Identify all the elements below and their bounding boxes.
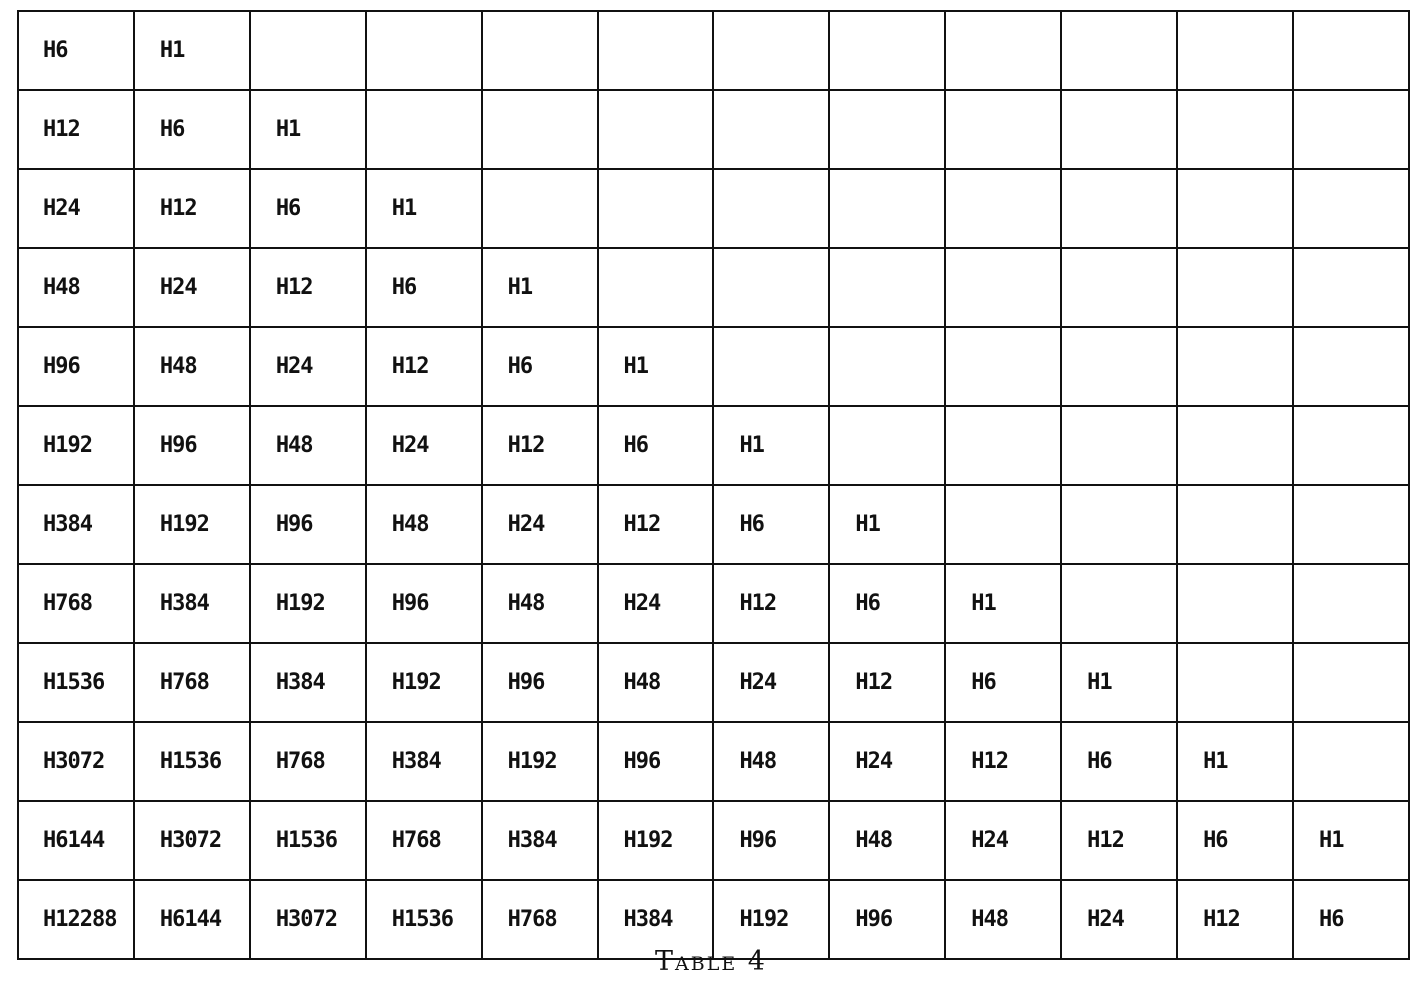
table-cell: H48 (713, 722, 829, 801)
table-cell (1177, 169, 1293, 248)
table-cell (1293, 90, 1409, 169)
table-cell (1293, 485, 1409, 564)
table-cell: H768 (134, 643, 250, 722)
table-cell: H12 (829, 643, 945, 722)
table-cell: H24 (482, 485, 598, 564)
table-cell (1177, 327, 1293, 406)
table-cell: H12 (1061, 801, 1177, 880)
table-cell: H24 (366, 406, 482, 485)
table-cell: H48 (598, 643, 714, 722)
table-cell (945, 248, 1061, 327)
table-cell: H6144 (18, 801, 134, 880)
table-cell: H384 (18, 485, 134, 564)
table-cell: H12 (134, 169, 250, 248)
table-cell: H12 (598, 485, 714, 564)
table-cell: H96 (482, 643, 598, 722)
table-cell (482, 90, 598, 169)
table-row (18, 248, 1409, 327)
table-cell (1061, 11, 1177, 90)
table-row (18, 643, 1409, 722)
table-cell: H768 (18, 564, 134, 643)
table-cell (1177, 11, 1293, 90)
table-cell (1177, 90, 1293, 169)
table-cell: H6 (945, 643, 1061, 722)
table-cell (945, 169, 1061, 248)
table-cell: H6 (1177, 801, 1293, 880)
table-cell: H12 (366, 327, 482, 406)
table-cell: H1 (1061, 643, 1177, 722)
table-row (18, 406, 1409, 485)
table-cell (598, 11, 714, 90)
table-cell: H24 (713, 643, 829, 722)
dilution-table (17, 10, 1410, 960)
table-cell (366, 11, 482, 90)
table-cell (829, 90, 945, 169)
table-cell: H768 (250, 722, 366, 801)
table-cell (1061, 169, 1177, 248)
table-cell: H6 (134, 90, 250, 169)
table-cell (598, 90, 714, 169)
table-cell: H1536 (366, 880, 482, 959)
table-cell (1177, 406, 1293, 485)
table-cell: H1536 (250, 801, 366, 880)
table-cell: H6 (1293, 880, 1409, 959)
table-cell: H192 (598, 801, 714, 880)
table-body (18, 11, 1409, 959)
table-caption: Table 4 (655, 946, 767, 977)
table-cell (482, 11, 598, 90)
table-cell: H48 (829, 801, 945, 880)
table-cell: H1 (134, 11, 250, 90)
table-cell (1293, 643, 1409, 722)
table-cell: H96 (18, 327, 134, 406)
table-cell (1293, 564, 1409, 643)
table-cell: H1 (829, 485, 945, 564)
table-cell: H6 (18, 11, 134, 90)
table-cell: H192 (134, 485, 250, 564)
table-row (18, 564, 1409, 643)
table-cell: H1536 (18, 643, 134, 722)
table-cell: H12 (482, 406, 598, 485)
table-cell (713, 169, 829, 248)
table-row (18, 169, 1409, 248)
table-row (18, 485, 1409, 564)
table-cell (829, 406, 945, 485)
table-cell (1177, 248, 1293, 327)
table-cell: H6 (1061, 722, 1177, 801)
table-cell: H1 (250, 90, 366, 169)
table-cell (1061, 248, 1177, 327)
table-cell (1061, 485, 1177, 564)
table-cell (829, 11, 945, 90)
table-cell (829, 327, 945, 406)
table-cell: H96 (829, 880, 945, 959)
table-cell (482, 169, 598, 248)
table-cell (713, 327, 829, 406)
table-cell: H192 (482, 722, 598, 801)
table-cell (1293, 11, 1409, 90)
table-cell (1061, 564, 1177, 643)
table-cell (1177, 564, 1293, 643)
table-row (18, 801, 1409, 880)
table-cell: H768 (366, 801, 482, 880)
table-cell: H192 (250, 564, 366, 643)
table-cell: H12288 (18, 880, 134, 959)
table-cell: H3072 (18, 722, 134, 801)
table-cell (713, 248, 829, 327)
table-cell: H48 (482, 564, 598, 643)
table-cell (1293, 248, 1409, 327)
table-cell: H6 (250, 169, 366, 248)
table-cell (713, 11, 829, 90)
table-cell: H6 (598, 406, 714, 485)
table-cell: H6 (713, 485, 829, 564)
table-cell: H384 (598, 880, 714, 959)
table-cell (1293, 169, 1409, 248)
table-cell: H6 (829, 564, 945, 643)
table-cell: H1536 (134, 722, 250, 801)
table-cell: H12 (250, 248, 366, 327)
table-cell (829, 169, 945, 248)
table-cell: H24 (829, 722, 945, 801)
table-row (18, 90, 1409, 169)
table-cell: H12 (713, 564, 829, 643)
table-cell: H1 (945, 564, 1061, 643)
table-cell: H24 (945, 801, 1061, 880)
table-cell: H48 (18, 248, 134, 327)
table-cell (1177, 643, 1293, 722)
table-cell: H384 (366, 722, 482, 801)
table-cell: H1 (598, 327, 714, 406)
table-cell (1293, 327, 1409, 406)
table-cell (1177, 485, 1293, 564)
table-cell: H1 (713, 406, 829, 485)
table-cell (1293, 406, 1409, 485)
table-cell (945, 90, 1061, 169)
table-cell: H48 (366, 485, 482, 564)
table-cell (598, 169, 714, 248)
table-cell: H6 (482, 327, 598, 406)
table-cell: H96 (713, 801, 829, 880)
table-cell (945, 406, 1061, 485)
table-cell: H1 (1293, 801, 1409, 880)
table-cell (1061, 90, 1177, 169)
table-cell: H384 (482, 801, 598, 880)
table-cell: H96 (366, 564, 482, 643)
table-cell (598, 248, 714, 327)
table-cell: H12 (18, 90, 134, 169)
table-cell: H192 (366, 643, 482, 722)
table-cell (945, 485, 1061, 564)
table-cell (250, 11, 366, 90)
table-cell: H96 (134, 406, 250, 485)
table-cell: H6 (366, 248, 482, 327)
table-cell (1061, 327, 1177, 406)
table-cell (945, 327, 1061, 406)
table-cell: H12 (945, 722, 1061, 801)
table-cell: H1 (482, 248, 598, 327)
table-cell: H6144 (134, 880, 250, 959)
table-cell: H1 (1177, 722, 1293, 801)
table-cell (366, 90, 482, 169)
table-row (18, 11, 1409, 90)
table-cell: H24 (598, 564, 714, 643)
table-row (18, 722, 1409, 801)
table-cell: H24 (1061, 880, 1177, 959)
table-cell: H192 (713, 880, 829, 959)
table-cell (1061, 406, 1177, 485)
table-cell: H24 (134, 248, 250, 327)
table-cell: H48 (250, 406, 366, 485)
table-cell: H3072 (134, 801, 250, 880)
table-cell: H96 (598, 722, 714, 801)
table-cell: H48 (134, 327, 250, 406)
table-cell (713, 90, 829, 169)
table-cell (1293, 722, 1409, 801)
table-cell (945, 11, 1061, 90)
table-cell: H768 (482, 880, 598, 959)
table-cell: H192 (18, 406, 134, 485)
table-cell: H96 (250, 485, 366, 564)
table-cell: H3072 (250, 880, 366, 959)
table-cell (829, 248, 945, 327)
table-cell: H384 (134, 564, 250, 643)
table-cell: H384 (250, 643, 366, 722)
table-cell: H24 (250, 327, 366, 406)
table-cell: H1 (366, 169, 482, 248)
table-cell: H24 (18, 169, 134, 248)
table-row (18, 327, 1409, 406)
table-cell: H12 (1177, 880, 1293, 959)
table-cell: H48 (945, 880, 1061, 959)
